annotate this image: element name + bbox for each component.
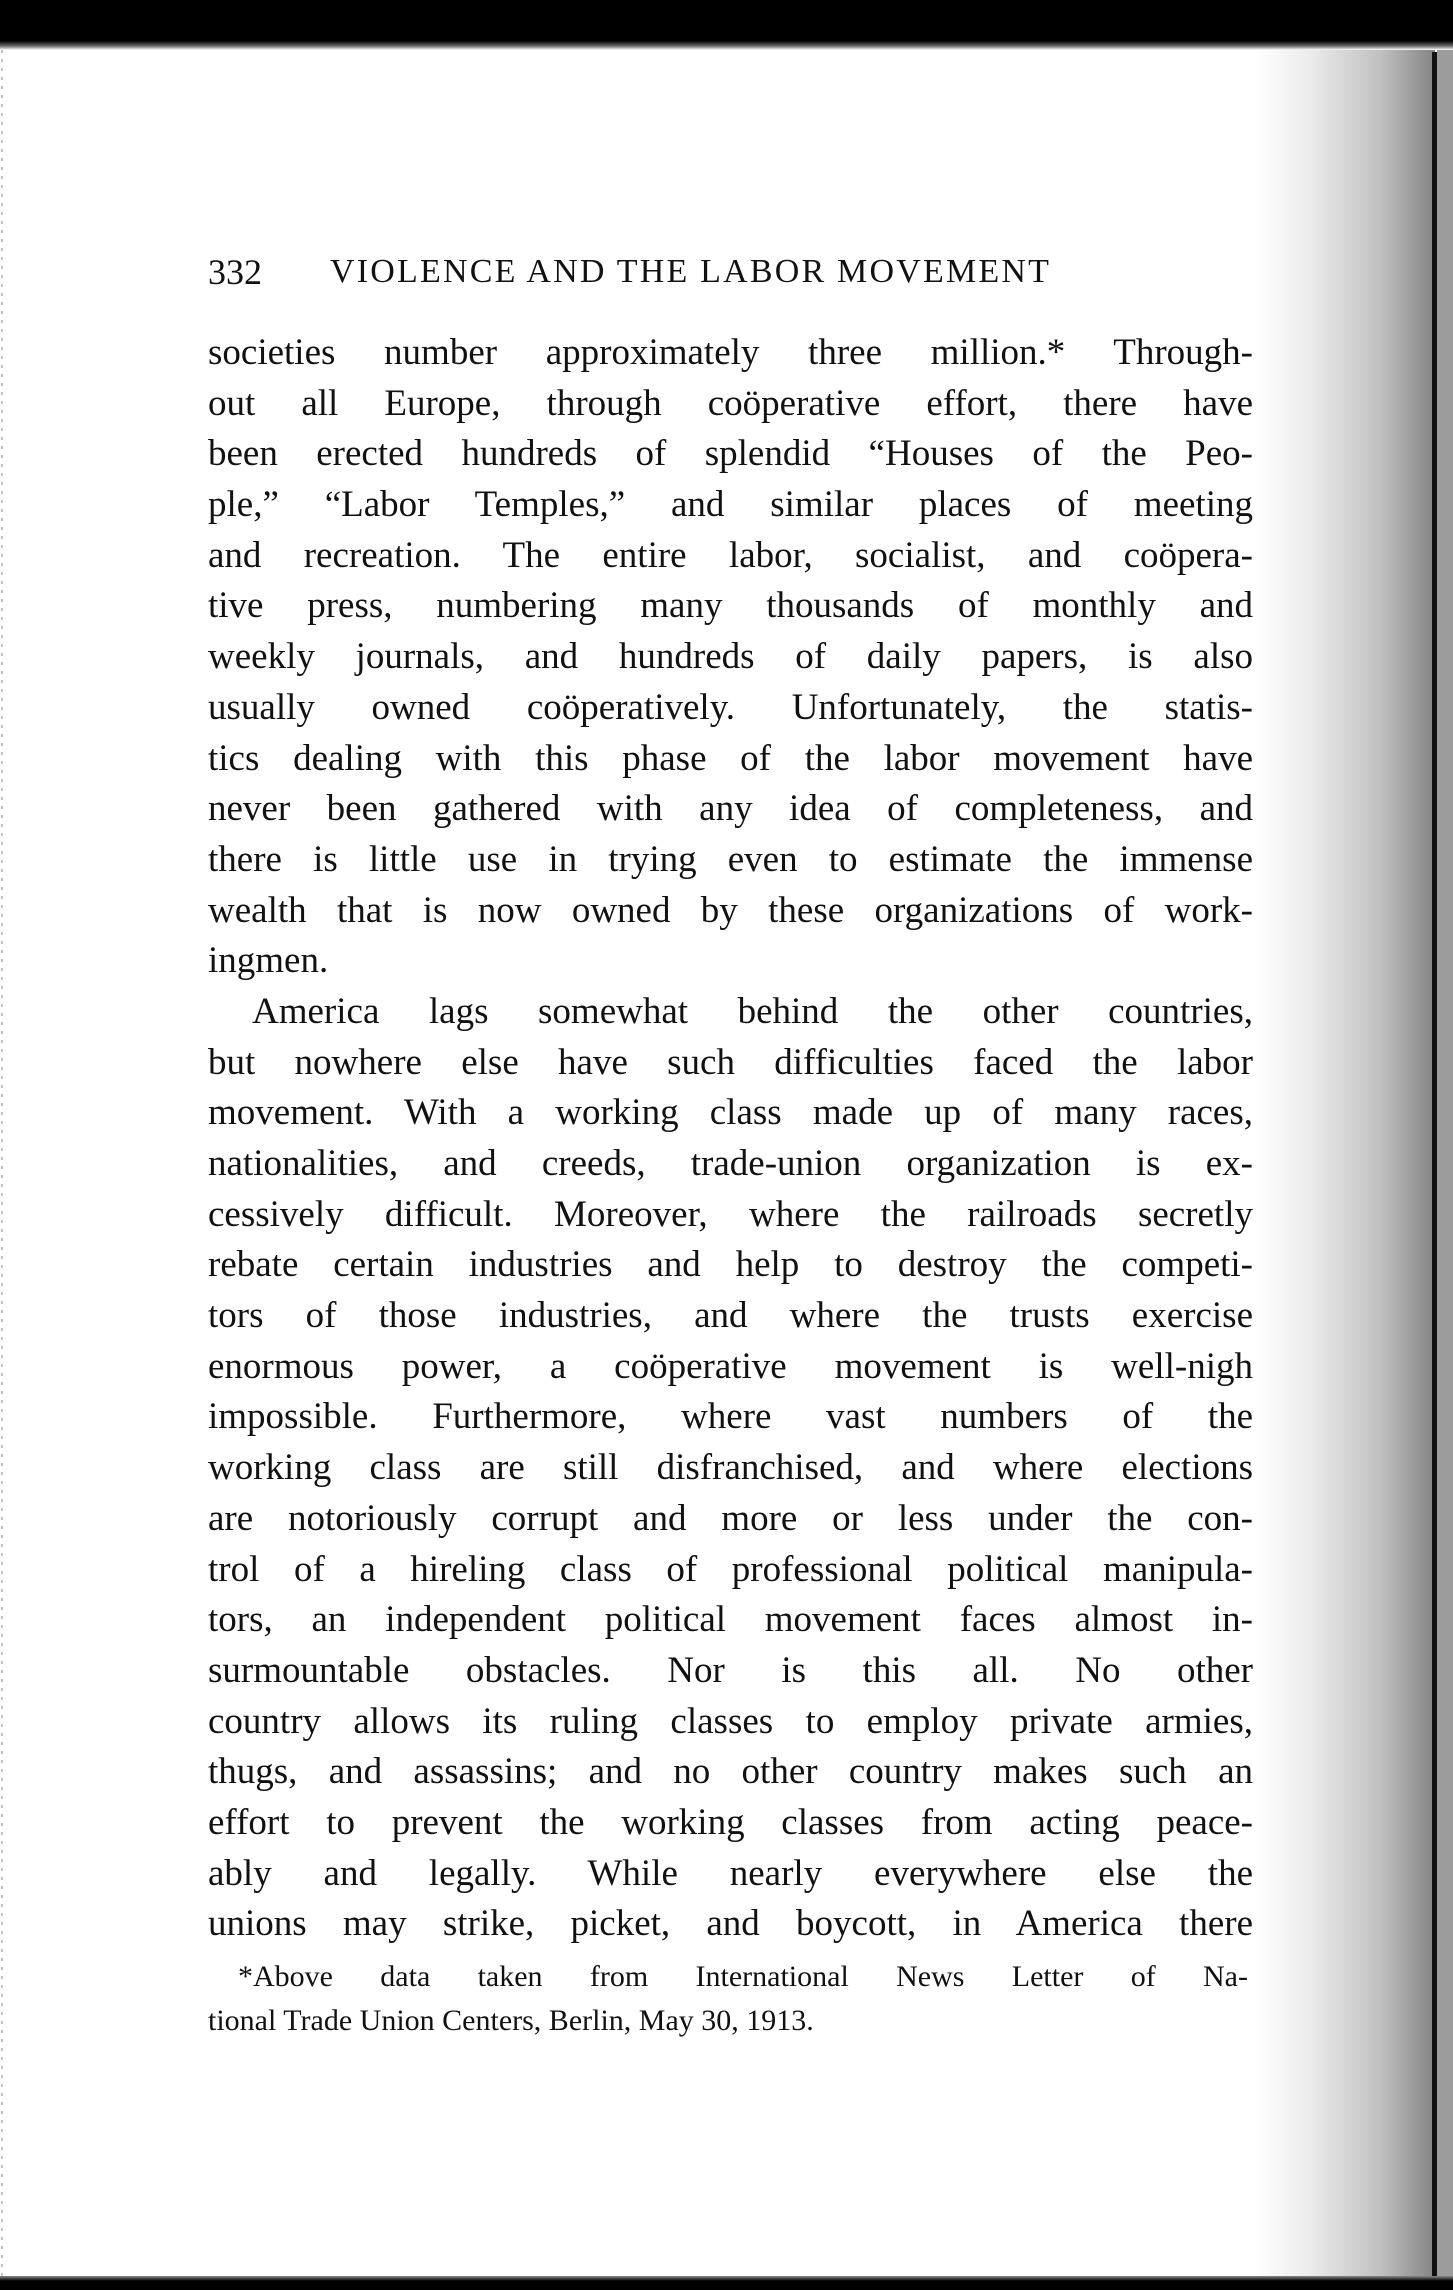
binding-gutter-shadow [1255,50,1435,2276]
text-line: ingmen. [208,940,329,982]
text-line: but nowhere else have such difficulties faced the labor [208,1041,1253,1083]
text-line: cessively difficult. Moreover, where the railroads secretly [208,1193,1253,1235]
body-text [208,328,1253,1950]
text-line: usually owned coöperatively. Unfortunately, the statis- [208,686,1253,728]
text-line: thugs, and assassins; and no other country makes such an [208,1751,1253,1793]
text-line: working class are still disfranchised, and where elections [208,1447,1253,1489]
scan-bottom-border [0,2276,1453,2290]
footnote-line: tional Trade Union Centers, Berlin, May 30, 1913. [208,2004,814,2037]
text-line: impossible. Furthermore, where vast numbers of the [208,1396,1253,1438]
text-line: there is little use in trying even to estimate the immense [208,838,1253,880]
text-line: nationalities, and creeds, trade-union organization is ex- [208,1143,1253,1184]
text-line: movement. With a working class made up of many races, [208,1092,1253,1134]
text-line: surmountable obstacles. Nor is this all. No other [208,1649,1253,1691]
scan-left-edge [1,50,3,2276]
text-line: rebate certain industries and help to destroy the competi- [208,1244,1253,1286]
binding-outer-strip [1437,50,1453,2276]
text-line: and recreation. The entire labor, socialist, and coöpera- [208,534,1253,576]
page-number: 332 [208,252,262,292]
text-line: effort to prevent the working classes from acting peace- [208,1801,1253,1843]
text-line: wealth that is now owned by these organizations of work- [208,889,1253,931]
text-line: tors, an independent political movement faces almost in- [208,1599,1253,1641]
running-title: VIOLENCE AND THE LABOR MOVEMENT [330,253,1052,290]
paragraph-start-line: America lags somewhat behind the other countries, [252,990,1253,1032]
text-line: unions may strike, picket, and boycott, in America there [208,1903,1253,1945]
text-line: been erected hundreds of splendid “Houses of the Peo- [208,433,1253,475]
text-line: trol of a hireling class of professional political manipula- [208,1548,1253,1590]
scan-top-border [0,0,1453,50]
text-line: tive press, numbering many thousands of monthly and [208,585,1253,627]
text-line: ple,” “Labor Temples,” and similar places of meeting [208,484,1253,526]
text-line: societies number approximately three million.* Through- [208,332,1253,373]
footnote-line: *Above data taken from International News Letter of Na- [238,1960,1248,1993]
text-line: never been gathered with any idea of completeness, and [208,788,1253,830]
text-line: tors of those industries, and where the trusts exercise [208,1295,1253,1337]
text-line: enormous power, a coöperative movement is well-nigh [208,1345,1253,1387]
text-line: out all Europe, through coöperative effort, there have [208,382,1253,424]
text-line: are notoriously corrupt and more or less under the con- [208,1497,1253,1539]
text-line: tics dealing with this phase of the labor movement have [208,737,1253,779]
text-line: ably and legally. While nearly everywhere else the [208,1852,1253,1894]
running-head [208,252,1253,292]
footnote [208,1955,1248,2043]
text-line: country allows its ruling classes to employ private armies, [208,1700,1253,1742]
text-line: weekly journals, and hundreds of daily papers, is also [208,636,1253,678]
